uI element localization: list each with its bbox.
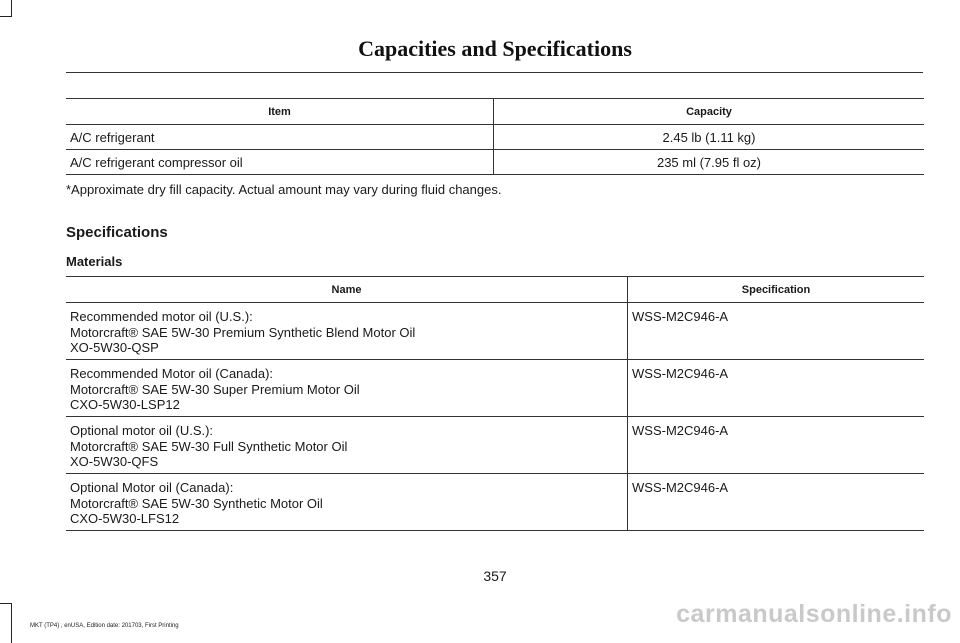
- table-row: [66, 360, 924, 417]
- capacity-note: *Approximate dry fill capacity. Actual amount may vary during fluid changes.: [66, 182, 502, 197]
- material-part-number: CXO-5W30-LFS12: [70, 511, 180, 526]
- specification-cell: WSS-M2C946-A: [628, 417, 925, 474]
- crop-mark-bottom-left-h: [0, 603, 12, 604]
- material-part-number: XO-5W30-QSP: [70, 340, 159, 355]
- table-row: [66, 417, 924, 474]
- crop-mark-top-left-v: [11, 0, 12, 16]
- header-divider: [66, 72, 923, 73]
- materials-table: [66, 276, 924, 531]
- material-name-cell: [66, 360, 628, 417]
- material-product-line: Motorcraft® SAE 5W-30 Full Synthetic Motor Oil: [70, 438, 348, 454]
- material-name-cell: [66, 417, 628, 474]
- material-name-cell: [66, 474, 628, 531]
- item-cell: A/C refrigerant compressor oil: [66, 150, 494, 175]
- material-name-line: Recommended motor oil (U.S.):: [70, 309, 253, 324]
- material-name-line: Optional Motor oil (Canada):: [70, 480, 234, 495]
- edition-footer: MKT (TP4) , enUSA, Edition date: 201703, First Printing: [30, 623, 179, 629]
- table-header-row: [66, 99, 924, 125]
- material-product-line: Motorcraft® SAE 5W-30 Synthetic Motor Oil: [70, 495, 323, 511]
- capacity-table: [66, 98, 924, 175]
- capacity-cell: 2.45 lb (1.11 kg): [494, 125, 925, 150]
- specification-cell: WSS-M2C946-A: [628, 303, 925, 360]
- material-product-line: Motorcraft® SAE 5W-30 Premium Synthetic Blend Motor Oil: [70, 324, 416, 340]
- page-number: 357: [483, 568, 507, 584]
- material-part-number: XO-5W30-QFS: [70, 454, 159, 469]
- specification-cell: WSS-M2C946-A: [628, 474, 925, 531]
- material-name-line: Recommended Motor oil (Canada):: [70, 366, 274, 381]
- watermark-logo: carmanualsonline.info: [676, 600, 952, 628]
- capacity-cell: 235 ml (7.95 fl oz): [494, 150, 925, 175]
- column-header-specification: Specification: [628, 277, 925, 303]
- table-row: [66, 125, 924, 150]
- table-row: [66, 303, 924, 360]
- column-header-name: Name: [66, 277, 628, 303]
- column-header-item: Item: [66, 99, 494, 125]
- section-title: Specifications: [66, 224, 168, 241]
- item-cell: A/C refrigerant: [66, 125, 494, 150]
- page-title: Capacities and Specifications: [358, 36, 632, 61]
- material-part-number: CXO-5W30-LSP12: [70, 397, 180, 412]
- specification-cell: WSS-M2C946-A: [628, 360, 925, 417]
- material-name-line: Optional motor oil (U.S.):: [70, 423, 214, 438]
- table-row: [66, 150, 924, 175]
- subsection-title: Materials: [66, 254, 123, 269]
- column-header-capacity: Capacity: [494, 99, 925, 125]
- table-row: [66, 474, 924, 531]
- crop-mark-bottom-left-v: [11, 603, 12, 643]
- crop-mark-top-left-h: [0, 16, 12, 17]
- material-name-cell: [66, 303, 628, 360]
- material-product-line: Motorcraft® SAE 5W-30 Super Premium Motor Oil: [70, 381, 360, 397]
- table-header-row: [66, 277, 924, 303]
